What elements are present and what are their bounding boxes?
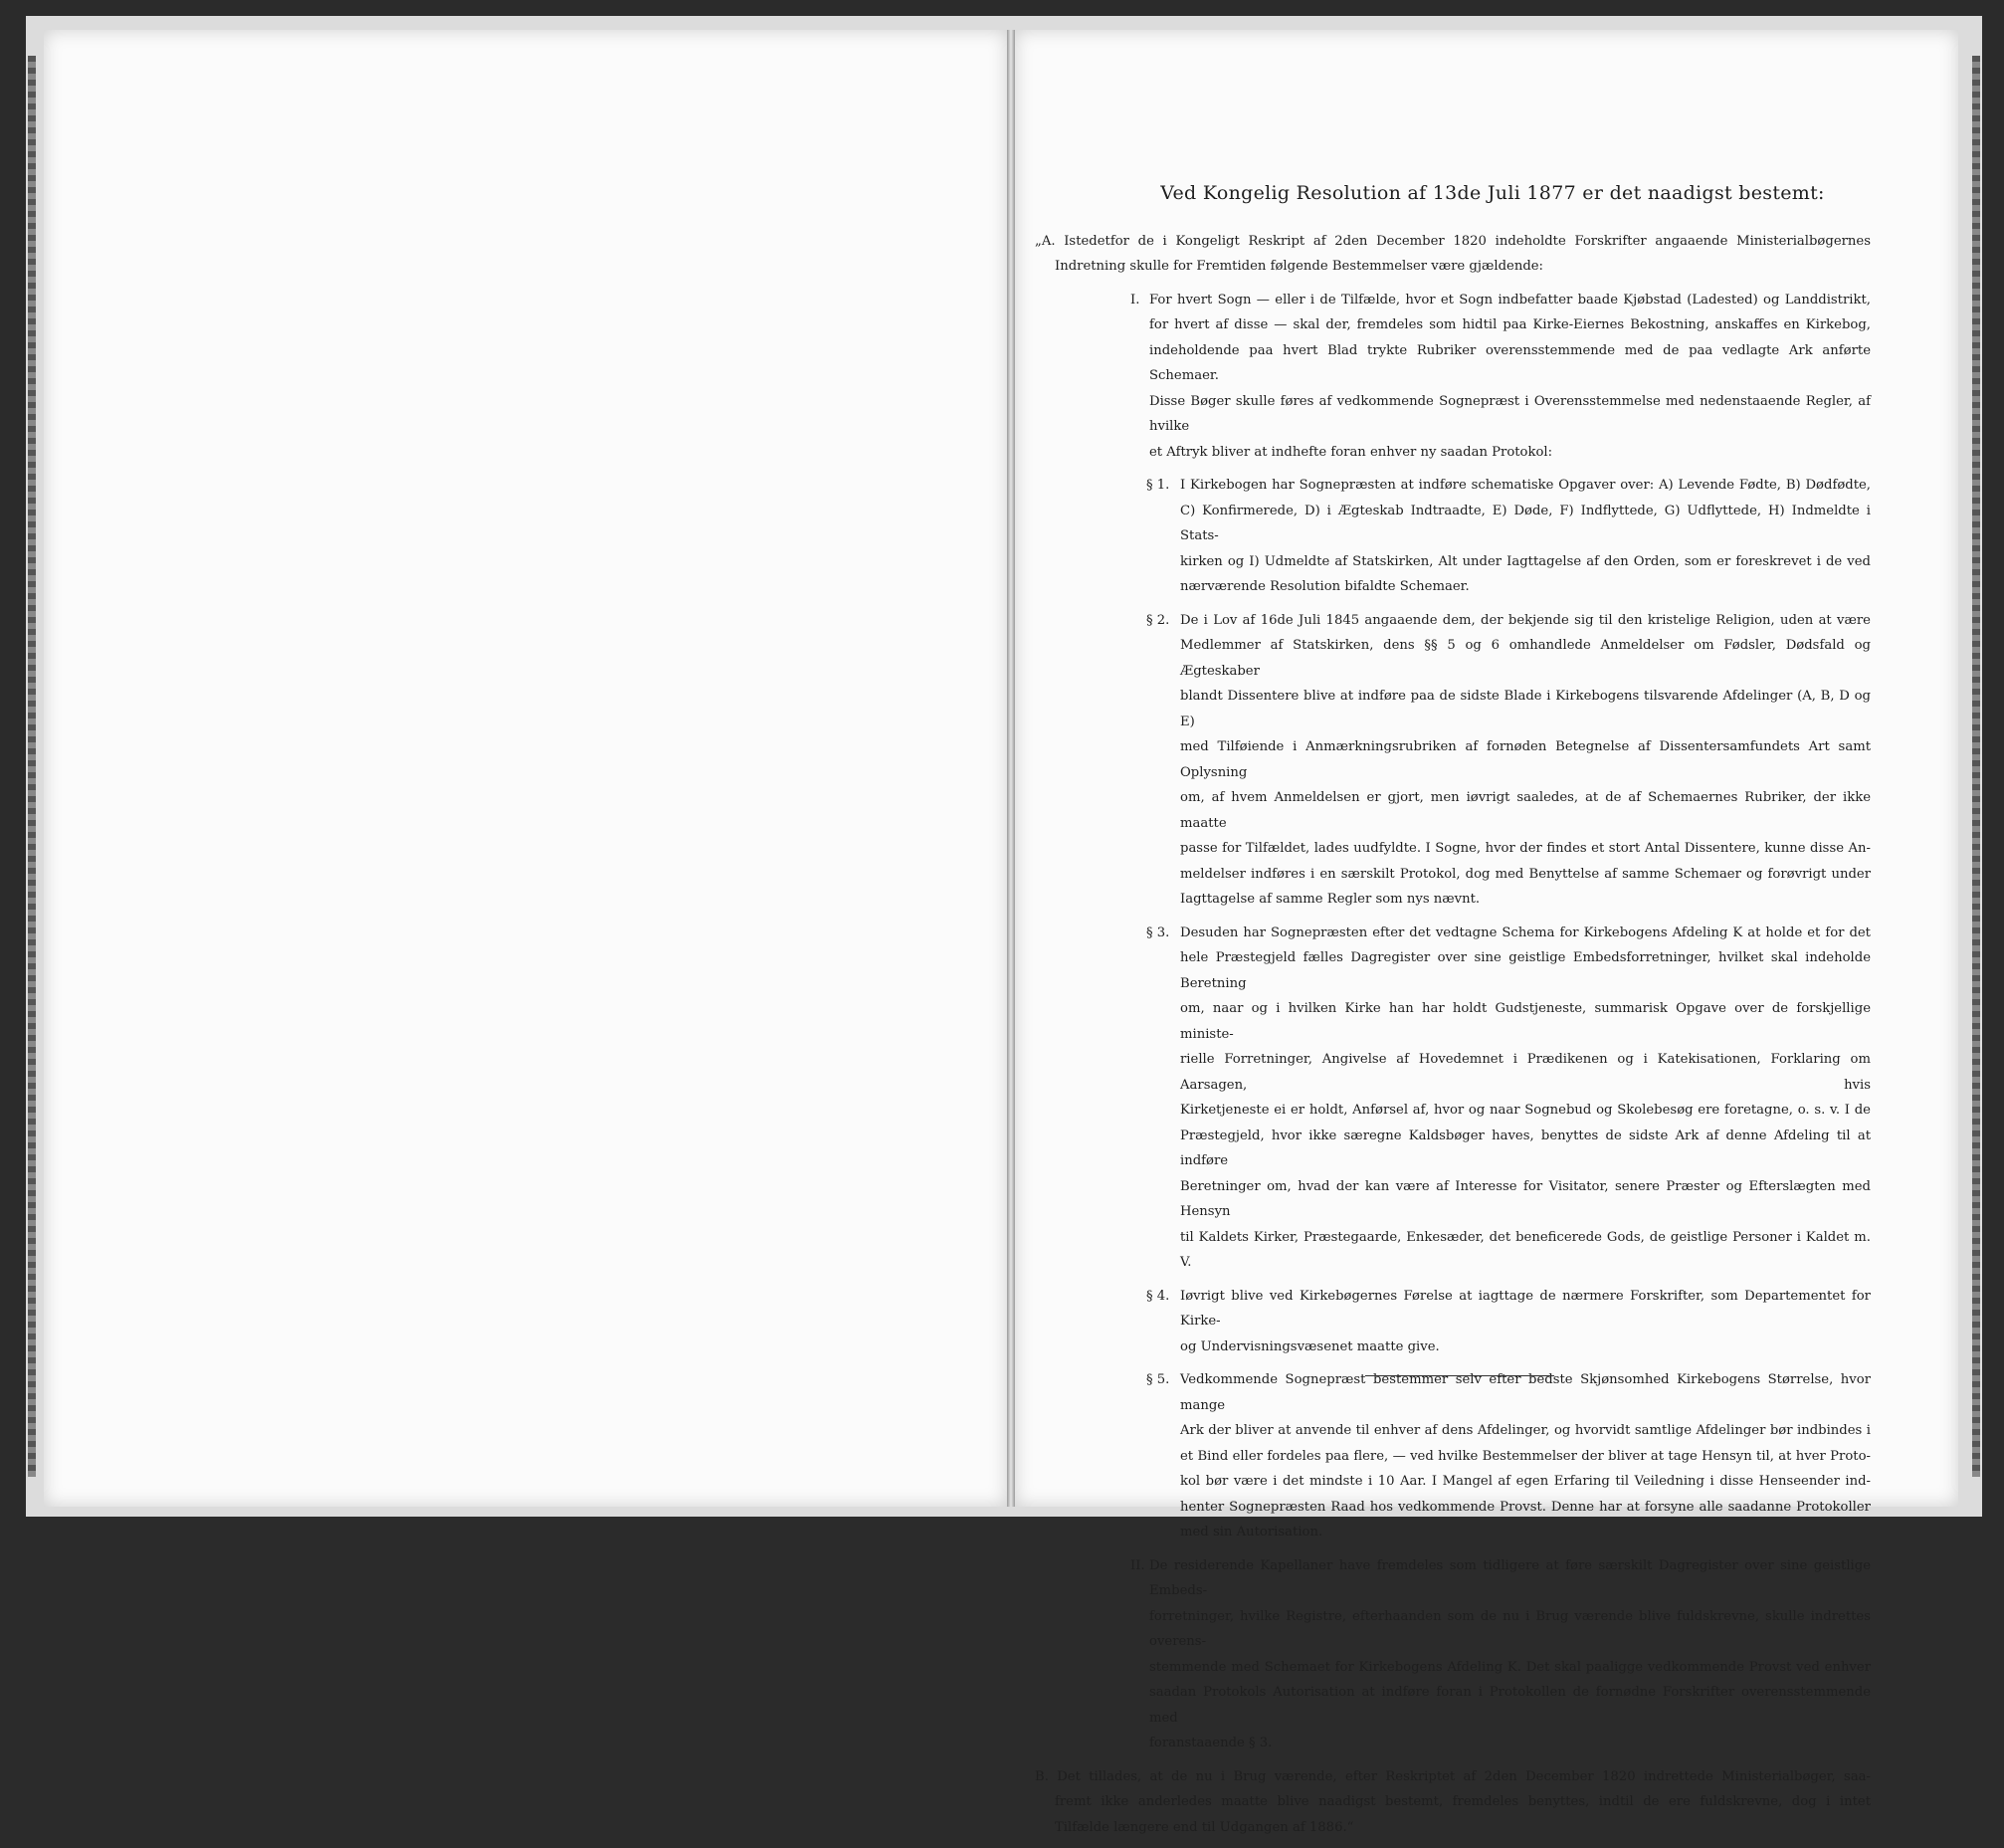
section-line: med Tilføiende i Anmærkningsrubriken af fornøden Betegnelse af Dissentersamfundets Art samt Oplysning: [1180, 739, 1871, 780]
roman-i-label: I.: [1130, 292, 1140, 308]
section-body: [1180, 608, 1871, 913]
section-body: [1180, 921, 1871, 1276]
section-line: hele Præstegjeld fælles Dagregister over sine geistlige Embedsforretninger, hvilket skal indeholde Beretning: [1180, 950, 1871, 991]
paragraph-section: [1035, 473, 1871, 600]
section-line: Desuden har Sognepræsten efter det vedtagne Schema for Kirkebogens Afdeling K at holde et for det: [1180, 924, 1871, 940]
section-line: henter Sognepræsten Raad hos vedkommende Provst. Denne har at forsyne alle saadanne Protokoller: [1180, 1499, 1871, 1515]
section-line: meldelser indføres i en særskilt Protokol, dog med Benyttelse af samme Schemaer og forøvrigt under: [1180, 866, 1871, 882]
resolution-text: [1035, 169, 1871, 1848]
roman-ii-label: II.: [1130, 1557, 1145, 1573]
roman-ii-body: [1149, 1553, 1871, 1756]
section-b: [1035, 1764, 1871, 1841]
section-line: Præstegjeld, hvor ikke særegne Kaldsbøger haves, benyttes de sidste Ark af denne Afdeling til at indføre: [1180, 1128, 1871, 1168]
section-line: kirken og I) Udmeldte af Statskirken, Alt under Iagttagelse af den Orden, som er foreskrevet i de ved: [1180, 553, 1871, 569]
section-line: Iagttagelse af samme Regler som nys nævnt.: [1180, 892, 1481, 907]
section-number-label: § 5.: [1146, 1372, 1170, 1387]
section-line: om, naar og i hvilken Kirke han har holdt Gudstjeneste, summarisk Opgave over de forskjellige ministe-: [1180, 1001, 1871, 1042]
section-line: blandt Dissentere blive at indføre paa de sidste Blade i Kirkebogens tilsvarende Afdelinger (A, B, D og E): [1180, 689, 1871, 729]
section-line: et Bind eller fordeles paa flere, — ved hvilke Bestemmelser der bliver at tage Hensyn til, at hver Proto-: [1180, 1448, 1871, 1464]
paragraph-sections: [1035, 473, 1871, 1545]
section-a-line-2: Indretning skulle for Fremtiden følgende Bestemmelser være gjældende:: [1055, 259, 1544, 274]
section-number-label: § 3.: [1146, 924, 1170, 940]
section-line: Ark der bliver at anvende til enhver af dens Afdelinger, og hvorvidt samtlige Afdelinger bør indbindes i: [1180, 1423, 1871, 1438]
section-number-label: § 2.: [1146, 612, 1170, 628]
roman-i-line: et Aftryk bliver at indhefte foran enhver ny saadan Protokol:: [1149, 444, 1553, 460]
paragraph-section: [1035, 1367, 1871, 1545]
left-book-edge: [28, 56, 36, 1477]
roman-ii-line: stemmende med Schemaet for Kirkebogens Afdeling K. Det skal paaligge vedkommende Provst ved enhver: [1149, 1659, 1871, 1675]
section-line: Iøvrigt blive ved Kirkebøgernes Førelse at iagttage de nærmere Forskrifter, som Departementet for Kirke-: [1180, 1288, 1871, 1329]
section-b-line: Tilfælde længere end til Udgangen af 1886.“: [1055, 1819, 1354, 1835]
roman-i-line: Disse Bøger skulle føres af vedkommende Sognepræst i Overensstemmelse med nedenstaaende Regler, af hvilke: [1149, 393, 1871, 434]
section-line: Beretninger om, hvad der kan være af Interesse for Visitator, senere Præster og Efterslægten med Hensyn: [1180, 1178, 1871, 1219]
section-line: De i Lov af 16de Juli 1845 angaaende dem, der bekjende sig til den kristelige Religion, uden at være: [1180, 612, 1871, 628]
roman-i: [1035, 288, 1871, 466]
section-a: [1035, 229, 1871, 280]
section-body: [1180, 473, 1871, 600]
roman-ii-line: foranstaaende § 3.: [1149, 1736, 1273, 1750]
roman-i-line: for hvert af disse — skal der, fremdeles som hidtil paa Kirke-Eiernes Bekostning, anskaffes en Kirkebog,: [1149, 317, 1871, 332]
section-number-label: § 1.: [1146, 478, 1170, 493]
roman-ii-line: De residerende Kapellaner have fremdeles som tidligere at føre særskilt Dagregister over sine geistlige Embeds-: [1149, 1557, 1871, 1598]
section-line: nærværende Resolution bifaldte Schemaer.: [1180, 579, 1470, 594]
section-b-line: B. Det tillades, at de nu i Brug værende, efter Reskriptet af 2den December 1820 indrettede Ministerialbøger, saa-: [1035, 1768, 1871, 1784]
paragraph-section: [1035, 1284, 1871, 1360]
roman-i-line: For hvert Sogn — eller i de Tilfælde, hvor et Sogn indbefatter baade Kjøbstad (Ladested) og Landdistrikt,: [1149, 292, 1871, 308]
section-line: rielle Forretninger, Angivelse af Hovedemnet i Prædikenen og i Katekisationen, Forklaring om Aarsagen, hvis: [1180, 1052, 1871, 1093]
section-line: med sin Autorisation.: [1180, 1525, 1323, 1540]
section-line: kol bør være i det mindste i 10 Aar. I Mangel af egen Erfaring til Veiledning i disse Henseender ind-: [1180, 1474, 1871, 1489]
section-line: om, af hvem Anmeldelsen er gjort, men iøvrigt saaledes, at de af Schemaernes Rubriker, der ikke maatte: [1180, 790, 1871, 831]
roman-i-line: indeholdende paa hvert Blad trykte Rubriker overensstemmende med de paa vedlagte Ark anførte Schemaer.: [1149, 342, 1871, 383]
section-line: til Kaldets Kirker, Præstegaarde, Enkesæder, det beneficerede Gods, de geistlige Personer i Kaldet m. V.: [1180, 1229, 1871, 1270]
roman-i-body: [1149, 288, 1871, 466]
section-line: Kirketjeneste ei er holdt, Anførsel af, hvor og naar Sognebud og Skolebesøg ere foretagne, o. s. v. I de: [1180, 1103, 1871, 1118]
document-heading: Ved Kongelig Resolution af 13de Juli 1877 er det naadigst bestemt:: [1160, 182, 1825, 204]
roman-ii-line: saadan Protokols Autorisation at indføre foran i Protokollen de fornødne Forskrifter overensstemmende med: [1149, 1685, 1871, 1726]
roman-ii: [1035, 1553, 1871, 1756]
section-line: og Undervisningsvæsenet maatte give.: [1180, 1338, 1440, 1354]
section-body: [1180, 1284, 1871, 1360]
section-line: C) Konfirmerede, D) i Ægteskab Indtraadte, E) Døde, F) Indflyttede, G) Udflyttede, H) Indmeldte i Stats-: [1180, 503, 1871, 543]
section-number-label: § 4.: [1146, 1288, 1170, 1304]
left-page: [44, 30, 1007, 1507]
section-line: I Kirkebogen har Sognepræsten at indføre schematiske Opgaver over: A) Levende Fødte, B) Dødfødte,: [1180, 478, 1871, 493]
section-body: [1180, 1367, 1871, 1545]
closing-rule: [1365, 1375, 1554, 1376]
section-line: passe for Tilfældet, lades uudfyldte. I Sogne, hvor der findes et stort Antal Dissentere, kunne disse An-: [1180, 841, 1871, 856]
book-spine: [1007, 30, 1015, 1507]
paragraph-section: [1035, 921, 1871, 1276]
right-book-edge: [1972, 56, 1980, 1477]
section-line: Vedkommende Sognepræst bestemmer selv efter bedste Skjønsomhed Kirkebogens Størrelse, hvor mange: [1180, 1372, 1871, 1413]
section-line: Medlemmer af Statskirken, dens §§ 5 og 6 omhandlede Anmeldelser om Fødsler, Dødsfald og Ægteskaber: [1180, 638, 1871, 679]
paragraph-section: [1035, 608, 1871, 913]
roman-ii-line: forretninger, hvilke Registre, efterhaanden som de nu i Brug værende blive fuldskrevne, skulle indrettes overens-: [1149, 1608, 1871, 1649]
section-a-line-1: „A. Istedetfor de i Kongeligt Reskript af 2den December 1820 indeholdte Forskrifter angaaende Ministerialbøgernes: [1035, 233, 1871, 249]
section-b-line: fremt ikke anderledes maatte blive naadigst bestemt, fremdeles benyttes, indtil de ere fuldskrevne, dog i intet: [1055, 1794, 1871, 1809]
